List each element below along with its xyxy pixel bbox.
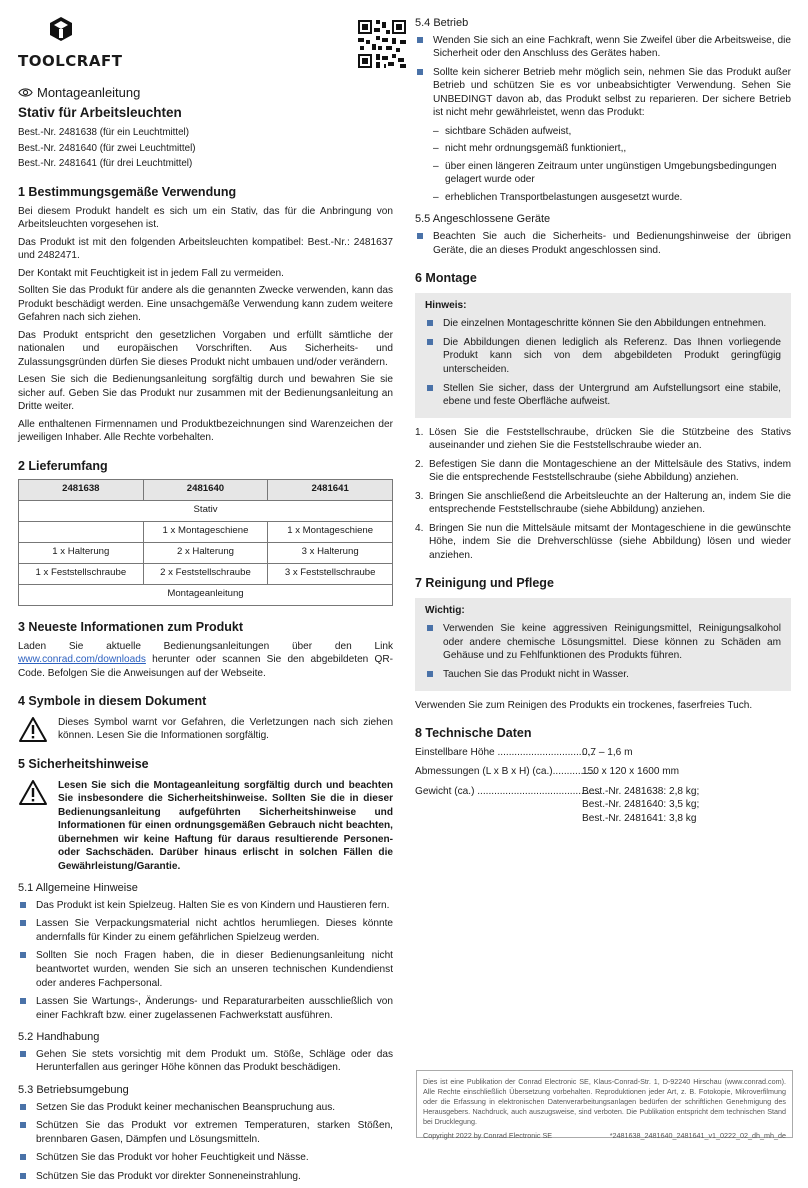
imprint-footer xyxy=(416,1070,793,1138)
step xyxy=(415,490,791,517)
right-column xyxy=(415,16,791,825)
paragraph: Das Produkt ist mit den folgenden Arbeitsleuchten kompatibel: Best.-Nr.: 2481637 und 2482471. xyxy=(18,236,393,262)
list-item: Die Abbildungen dienen lediglich als Referenz. Das Ihnen vorliegende Produkt kann sich von dem abgebildeten Produkt geringfügig unterscheiden. xyxy=(425,336,781,377)
spec-key: Abmessungen (L x B x H) (ca.)................ xyxy=(415,766,598,778)
paragraph xyxy=(18,640,393,681)
step xyxy=(415,458,791,485)
subsection-heading: 5.4 Betrieb xyxy=(415,17,469,29)
spec-value-line: Best.-Nr. 2481641: 3,8 kg xyxy=(582,812,697,824)
list-item: Sollte kein sicherer Betrieb mehr möglich sein, nehmen Sie das Produkt außer Betrieb und schützen Sie es vor unbeabsichtigter Verwendung. Sehen Sie UNBEDINGT davon ab, das Produkt selbst zu reparieren. Der sichere Betrieb ist nicht mehr gewährleistet, wenn das Produkt: xyxy=(415,66,791,120)
table-row xyxy=(19,542,393,563)
important-box xyxy=(415,598,791,691)
spec-row xyxy=(415,765,791,779)
section-heading: 1 Bestimmungsgemäße Verwendung xyxy=(18,185,237,199)
note-box xyxy=(415,293,791,418)
list-item: Gehen Sie stets vorsichtig mit dem Produkt um. Stöße, Schläge oder das Herunterfallen aus geringer Höhe können das Produkt beschädigen. xyxy=(18,1048,393,1075)
list-item: – erheblichen Transportbelastungen ausgesetzt wurde. xyxy=(433,191,791,205)
section-heading: 8 Technische Daten xyxy=(415,726,532,741)
list-item: Stellen Sie sicher, dass der Untergrund am Aufstellungsort eine stabile, ebene und feste Oberfläche aufweist. xyxy=(425,382,781,409)
left-column xyxy=(18,16,393,1188)
step-text: Bringen Sie anschließend die Arbeitsleuchte an der Halterung an, indem Sie die entsprechende Feststellschraube (siehe Abbildung) anziehen. xyxy=(429,490,791,516)
note-title: Hinweis: xyxy=(425,299,467,311)
list-item: Schützen Sie das Produkt vor direkter Sonneneinstrahlung. xyxy=(18,1170,393,1184)
step xyxy=(415,522,791,563)
text: Laden Sie aktuelle Bedienungsanleitungen über den Link xyxy=(18,640,393,652)
table-header-cell: 2481638 xyxy=(19,479,144,500)
table-cell: 2 x Feststellschraube xyxy=(143,563,268,584)
spec-key: Gewicht (ca.) ............................................ xyxy=(415,785,601,797)
section-heading: 7 Reinigung und Pflege xyxy=(415,576,554,591)
warning-icon xyxy=(18,716,48,743)
article-number: Best.-Nr. 2481640 (für zwei Leuchtmittel) xyxy=(18,142,196,154)
table-row xyxy=(19,584,393,605)
qr-code-icon xyxy=(358,20,406,68)
list-item: – nicht mehr ordnungsgemäß funktioniert,, xyxy=(433,142,791,156)
bullet-list xyxy=(415,34,791,120)
bullet-list xyxy=(425,317,781,408)
step-number: 3. xyxy=(415,490,424,502)
table-row xyxy=(19,521,393,542)
step-number: 1. xyxy=(415,426,424,438)
eye-icon xyxy=(18,87,33,98)
downloads-link[interactable]: www.conrad.com/downloads xyxy=(18,654,146,666)
table-cell xyxy=(19,521,144,542)
dash-list xyxy=(433,125,791,205)
table-header-row xyxy=(19,479,393,500)
step-number: 2. xyxy=(415,458,424,470)
bullet-list xyxy=(415,230,791,257)
brand-name: TOOLCRAFT xyxy=(18,52,123,70)
list-item: Lassen Sie Wartungs-, Änderungs- und Reparaturarbeiten ausschließlich von einer Fachkraft bzw. einer zugelassenen Fachwerkstatt ausführen. xyxy=(18,995,393,1022)
safety-intro: Lesen Sie sich die Montageanleitung sorgfältig durch und beachten Sie insbesondere die Sicherheitshinweise. Sollten Sie die in dieser Bedienungsanleitung aufgeführten Sicherheitshinweise und Informationen für einen ordnungsgemäßen Gebrauch nicht beachten, übernehmen wir keine Haftung für daraus resultierende Personen- oder Sachschäden. Darüber hinaus erlischt in solchen Fällen die Gewährleistung/Garantie. xyxy=(58,779,393,872)
spec-value: 0,7 – 1,6 m xyxy=(582,746,633,758)
table-row xyxy=(19,563,393,584)
section-heading: 3 Neueste Informationen zum Produkt xyxy=(18,619,244,634)
document-code: *2481638_2481640_2481641_v1_0222_02_dh_mh_de xyxy=(609,1130,786,1140)
paragraph: Der Kontakt mit Feuchtigkeit ist in jedem Fall zu vermeiden. xyxy=(18,267,284,279)
footer-row xyxy=(423,1131,786,1141)
article-number: Best.-Nr. 2481638 (für ein Leuchtmittel) xyxy=(18,127,189,139)
paragraph: Lesen Sie sich die Bedienungsanleitung sorgfältig durch und bewahren Sie sie sicher auf. Geben Sie das Produkt nur zusammen mit der Bedienungsanleitung an Dritte weiter. xyxy=(18,374,393,413)
list-item: Sollten Sie noch Fragen haben, die in dieser Bedienungsanleitung nicht beantwortet wurden, wenden Sie sich an unseren technischen Kundendienst oder anderes Fachpersonal. xyxy=(18,949,393,990)
section-heading: 4 Symbole in diesem Dokument xyxy=(18,694,207,709)
table-cell: 1 x Halterung xyxy=(19,542,144,563)
text: herunter oder scannen Sie den abgebildeten QR-Code. Befolgen Sie die Anweisungen auf der Webseite. xyxy=(18,654,393,679)
paragraph: Das Produkt entspricht den gesetzlichen Vorgaben und erfüllt sämtliche der nationalen und europäischen Vorschriften. Aus Sicherheits- und Zulassungsgründen dürfen Sie dieses Produkt nicht umbauen und/oder verändern. xyxy=(18,329,393,368)
paragraph: Sollten Sie das Produkt für andere als die genannten Zwecke verwenden, kann das Produkt beschädigt werden. Eine unsachgemäße Verwendung kann zudem weitere Gefahren nach sich ziehen. xyxy=(18,285,393,324)
spec-value-line: Best.-Nr. 2481640: 3,5 kg; xyxy=(582,799,700,811)
spec-row xyxy=(415,785,791,826)
table-row xyxy=(19,500,393,521)
copyright: Copyright 2022 by Conrad Electronic SE xyxy=(423,1130,553,1140)
symbol-row xyxy=(18,716,393,743)
list-item: Die einzelnen Montageschritte können Sie den Abbildungen entnehmen. xyxy=(425,317,781,331)
assembly-steps xyxy=(415,426,791,563)
list-item: Tauchen Sie das Produkt nicht in Wasser. xyxy=(425,668,781,682)
scope-table xyxy=(18,479,393,606)
list-item: – sichtbare Schäden aufweist, xyxy=(433,125,791,139)
spec-value xyxy=(582,785,791,826)
list-item: Beachten Sie auch die Sicherheits- und Bedienungshinweise der übrigen Geräte, die an dieses Produkt angeschlossen sind. xyxy=(415,230,791,257)
doc-type-label: Montageanleitung xyxy=(37,85,141,100)
subsection-heading: 5.5 Angeschlossene Geräte xyxy=(415,213,551,226)
safety-intro-row xyxy=(18,779,393,874)
list-item: Wenden Sie sich an eine Fachkraft, wenn Sie Zweifel über die Arbeitsweise, die Sicherheit oder den Anschluss des Gerätes haben. xyxy=(415,34,791,61)
subsection-heading: 5.1 Allgemeine Hinweise xyxy=(18,882,138,895)
warning-icon xyxy=(18,779,48,806)
bullet-list xyxy=(18,1048,393,1075)
table-header-cell: 2481640 xyxy=(143,479,268,500)
step xyxy=(415,426,791,453)
toolcraft-logo-icon xyxy=(48,16,74,42)
table-cell: Montageanleitung xyxy=(19,584,393,605)
section-heading: 6 Montage xyxy=(415,271,477,286)
table-cell: 2 x Halterung xyxy=(143,542,268,563)
symbol-description: Dieses Symbol warnt vor Gefahren, die Verletzungen nach sich ziehen können. Lesen Sie die Informationen sorgfältig. xyxy=(58,716,393,742)
list-item: Verwenden Sie keine aggressiven Reinigungsmittel, Reinigungsalkohol oder andere chemische Lösungsmittel. Diese können zu Schäden am Gehäuse und zu Fehlfunktionen des Produkts führen. xyxy=(425,622,781,663)
doc-title: Stativ für Arbeitsleuchten xyxy=(18,105,182,121)
step-number: 4. xyxy=(415,522,424,534)
paragraph: Bei diesem Produkt handelt es sich um ein Stativ, das für die Anbringung von Arbeitsleuchten vorgesehen ist. xyxy=(18,205,393,231)
table-cell: 3 x Feststellschraube xyxy=(268,563,393,584)
table-cell: 1 x Montageschiene xyxy=(143,521,268,542)
table-cell: Stativ xyxy=(19,500,393,521)
paragraph: Alle enthaltenen Firmennamen und Produktbezeichnungen sind Warenzeichen der jeweiligen Inhaber. Alle Rechte vorbehalten. xyxy=(18,418,393,444)
step-text: Befestigen Sie dann die Montageschiene an der Mittelsäule des Stativs, indem Sie die entsprechende Feststellschraube (siehe Abbildung) anziehen. xyxy=(429,458,791,484)
list-item: Lassen Sie Verpackungsmaterial nicht achtlos herumliegen. Dieses könnte andernfalls für Kinder zu einem gefährlichen Spielzeug werden. xyxy=(18,917,393,944)
brand-logo xyxy=(18,16,393,82)
bullet-list xyxy=(425,622,781,681)
spec-value-line: Best.-Nr. 2481638: 2,8 kg; xyxy=(582,785,700,797)
section-heading: 5 Sicherheitshinweise xyxy=(18,756,149,771)
spec-row xyxy=(415,746,791,760)
article-number: Best.-Nr. 2481641 (für drei Leuchtmittel) xyxy=(18,157,193,169)
list-item: Schützen Sie das Produkt vor extremen Temperaturen, starken Stößen, brennbaren Gasen, Dämpfen und Lösungsmitteln. xyxy=(18,1119,393,1146)
table-cell: 1 x Feststellschraube xyxy=(19,563,144,584)
table-cell: 3 x Halterung xyxy=(268,542,393,563)
important-title: Wichtig: xyxy=(425,604,465,616)
table-cell: 1 x Montageschiene xyxy=(268,521,393,542)
bullet-list xyxy=(18,1101,393,1184)
subsection-heading: 5.3 Betriebsumgebung xyxy=(18,1083,129,1096)
spec-value: 150 x 120 x 1600 mm xyxy=(582,766,680,778)
bullet-list xyxy=(18,899,393,1022)
list-item: Das Produkt ist kein Spielzeug. Halten Sie es von Kindern und Haustieren fern. xyxy=(18,899,393,913)
spec-key: Einstellbare Höhe ................................... xyxy=(415,746,596,758)
article-numbers xyxy=(18,125,393,171)
step-text: Bringen Sie nun die Mittelsäule mitsamt der Montageschiene in die gewünschte Höhe, indem Sie die Drehverschlüsse (siehe Abbildung) lösen und wieder anziehen. xyxy=(429,522,791,561)
list-item: – über einen längeren Zeitraum unter ungünstigen Umgebungsbedingungen gelagert wurde oder xyxy=(433,160,791,187)
section-heading: 2 Lieferumfang xyxy=(18,459,108,473)
subsection-heading: 5.2 Handhabung xyxy=(18,1031,100,1044)
paragraph: Verwenden Sie zum Reinigen des Produkts ein trockenes, faserfreies Tuch. xyxy=(415,699,753,711)
list-item: Schützen Sie das Produkt vor hoher Feuchtigkeit und Nässe. xyxy=(18,1151,393,1165)
list-item: Setzen Sie das Produkt keiner mechanischen Beanspruchung aus. xyxy=(18,1101,393,1115)
imprint-text: Dies ist eine Publikation der Conrad Electronic SE, Klaus-Conrad-Str. 1, D-92240 Hirschau (www.conrad.com). Alle Rechte einschließlich Übersetzung vorbehalten. Reproduktionen jeder Art, z. B. Fotokopie, Mikroverfilmung oder die Erfassung in elektronischen Datenverarbeitungsanlagen bedürfen der schriftlichen Genehmigung des Herausgebers. Nachdruck, auch auszugsweise, sind verboten. Die Publikation entspricht dem technischen Stand bei Drucklegung. xyxy=(423,1077,786,1126)
doc-type xyxy=(18,84,393,101)
step-text: Lösen Sie die Feststellschraube, drücken Sie die Stützbeine des Stativs auseinander und ziehen Sie die Feststellschraube wieder an. xyxy=(429,426,791,452)
table-header-cell: 2481641 xyxy=(268,479,393,500)
